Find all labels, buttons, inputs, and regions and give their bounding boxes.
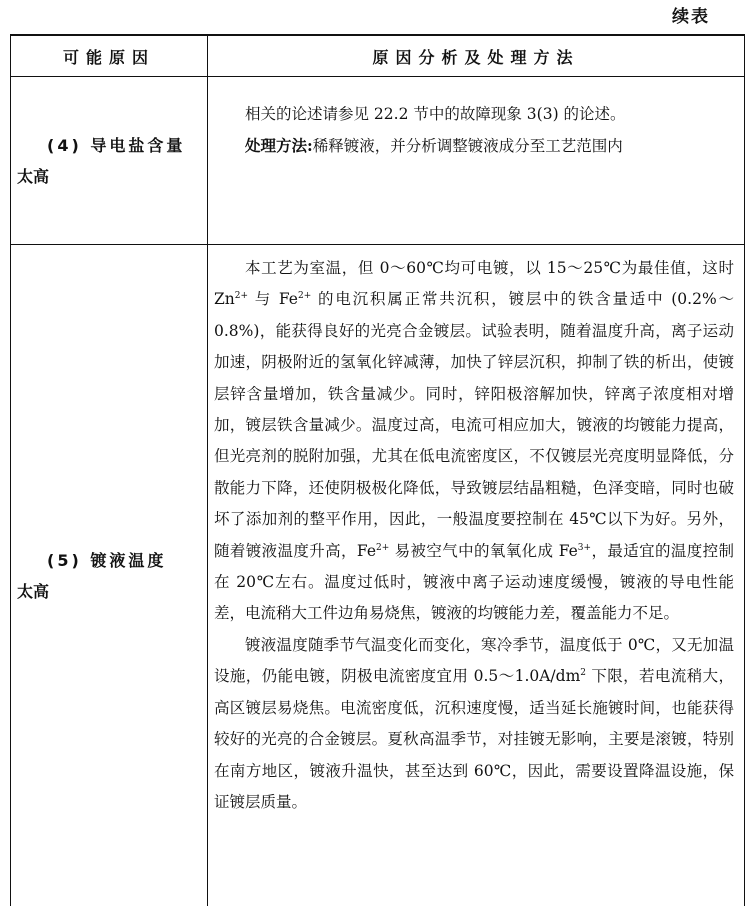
analysis-paragraph: [214, 630, 734, 818]
cause-text-line1: (5) 镀液温度: [47, 550, 167, 570]
text-run: 与 Fe: [248, 290, 298, 309]
analysis-paragraph: 相关的论述请参见 22.2 节中的故障现象 3(3) 的论述。: [245, 105, 626, 123]
superscript: 2+: [376, 542, 390, 553]
method-paragraph: [214, 130, 734, 162]
cause-text-line2: 太高: [17, 581, 50, 601]
text-run: 的电沉积属正常共沉积，镀层中的铁含量适中 (0.2%～0.8%)，能获得良好的光亮合金镀层。试验表明，随着温度升高，离子运动加速，阴极附近的氢氧化锌减薄，加快了锌层沉积，抑制了铁的析出，使镀层锌含量增加，铁含量减少。同时，锌阳极溶解加快，锌离子浓度相对增加，镀层铁含量减少。温度过高，电流可相应加大，镀液的均镀能力提高，但光亮剂的脱附加强，尤其在低电流密度区，不仅镀层光亮度明显降低，分散能力下降，还使阴极极化降低，导致镀层结晶粗糙，色泽变暗，同时也破坏了添加剂的整平作用，因此，一般温度要控制在 45℃以下为好。另外，随着镀液温度升高，Fe: [214, 290, 735, 560]
table-row: [11, 77, 745, 245]
header-possible-cause: 可能原因: [11, 35, 208, 77]
superscript: 2+: [297, 291, 312, 302]
cause-analysis-table: [10, 34, 745, 906]
superscript: 3+: [577, 542, 592, 553]
superscript: 2+: [234, 291, 249, 302]
analysis-paragraph: [214, 253, 734, 630]
table-header-row: [11, 35, 745, 77]
cause-cell: [11, 245, 208, 906]
text-run: 易被空气中的氧氧化成 Fe: [389, 541, 578, 560]
analysis-cell: [208, 245, 745, 906]
analysis-cell: [208, 77, 745, 245]
text-run: ，最适宜的温度控制在 20℃左右。温度过低时，镀液中离子运动速度缓慢，镀液的导电性能差，电流稍大工件边角易烧焦，镀液的均镀能力差，覆盖能力不足。: [214, 541, 734, 623]
continued-table-label: 续表: [672, 7, 710, 27]
text-run: 本工艺为室温，但 0～60℃均可电镀，以 15～25℃为最佳值，这时 Zn: [214, 259, 734, 309]
method-label: 处理方法:: [245, 136, 313, 156]
text-run: 下限，若电流稍大，高区镀层易烧焦。电流密度低，沉积速度慢，适当延长施镀时间，也能获得较好的光亮的合金镀层。夏秋高温季节，对挂镀无影响，主要是滚镀，特别在南方地区，镀液升温快，甚至达到 60℃，因此，需要设置降温设施，保证镀层质量。: [214, 667, 734, 811]
method-text: 稀释镀液，并分析调整镀液成分至工艺范围内: [312, 137, 623, 156]
cause-text-line2: 太高: [17, 166, 50, 186]
header-analysis-and-method: 原因分析及处理方法: [208, 35, 745, 77]
cause-text-line1: (4) 导电盐含量: [47, 135, 186, 155]
text-run: 镀液温度随季节气温变化而变化，寒冷季节，温度低于 0℃，又无加温设施，仍能电镀，阴极电流密度宜用 0.5～1.0A/dm: [214, 635, 734, 686]
table-row: [11, 245, 745, 906]
cause-cell: [11, 77, 208, 245]
superscript: 2: [580, 668, 587, 679]
